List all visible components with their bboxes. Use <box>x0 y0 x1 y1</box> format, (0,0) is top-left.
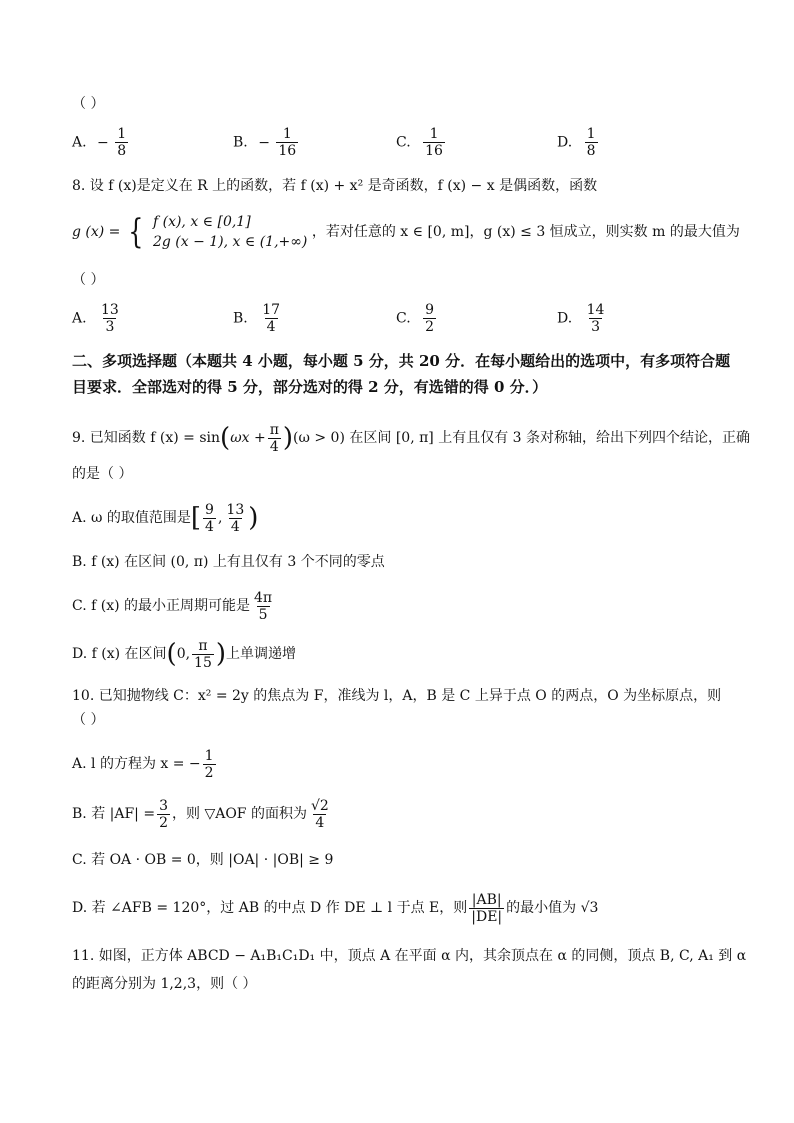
q10-stem-line1: 10. 已知抛物线 C：x² = 2y 的焦点为 F，准线为 l，A，B 是 C 上异于点 O 的两点，O 为坐标原点，则 <box>72 688 722 704</box>
option-label: C. <box>396 134 411 151</box>
option-text: ，则 ▽AOF 的面积为 <box>172 806 307 822</box>
q10-option-c: C. 若 OA · OB = 0，则 |OA| · |OB| ≥ 9 <box>72 852 334 868</box>
q11-stem-line1: 11. 如图，正方体 ABCD − A₁B₁C₁D₁ 中，顶点 A 在平面 α 内，其余顶点在 α 的同侧，顶点 B, C, A₁ 到 α <box>72 948 747 964</box>
q9-stem-line2: 的是（ ） <box>72 466 133 482</box>
section-heading: 二、多项选择题（本题共 4 小题，每小题 5 分，共 20 分．在每小题给出的选项中，有多项符合题目要求．全部选对的得 5 分，部分选对的得 2 分，有选错的得 0 分．） <box>72 352 731 396</box>
right-paren: ) <box>248 503 259 533</box>
fraction: $\frac{1}{16}$ <box>278 126 297 159</box>
q10-option-d <box>72 890 598 926</box>
case-2: 2g (x − 1), x ∈ (1,+∞) <box>152 234 308 250</box>
q8-option-c <box>396 302 438 335</box>
left-paren: ( <box>166 639 177 669</box>
q8-option-b <box>233 302 284 335</box>
fraction: $\frac{13}{4}$ <box>226 501 245 535</box>
q9-stem-line1 <box>72 420 750 456</box>
option-text: A. ω 的取值范围是 <box>72 510 191 526</box>
q8-stem-line2 <box>72 212 740 252</box>
option-label: D. <box>557 310 573 327</box>
option-text: C. f (x) 的最小正周期可能是 <box>72 598 251 614</box>
option-label: A. <box>72 134 87 151</box>
option-text: D. f (x) 在区间 <box>72 646 167 662</box>
option-text: B. 若 |AF| = <box>72 806 156 822</box>
piecewise-cases <box>153 212 307 252</box>
left-brace: { <box>128 212 144 252</box>
left-paren: ( <box>220 423 231 453</box>
option-label: A. <box>72 310 87 327</box>
minus-sign: − <box>258 134 270 151</box>
q10-paren: （ ） <box>72 712 105 728</box>
q7-paren: （ ） <box>72 96 105 112</box>
q9-option-c <box>72 588 276 624</box>
fraction: $\frac{\pi}{4}$ <box>269 421 279 455</box>
fraction: $\frac{1}{16}$ <box>425 126 443 159</box>
fraction: $\frac{1}{2}$ <box>204 747 214 781</box>
q8-option-d <box>557 302 608 335</box>
fraction: $\frac{|AB|}{|DE|}$ <box>471 891 503 925</box>
option-label: C. <box>396 310 411 327</box>
option-text: D. 若 ∠AFB = 120°，过 AB 的中点 D 作 DE ⊥ l 于点 E，则 <box>72 900 468 916</box>
q10-option-a <box>72 746 218 782</box>
option-label: B. <box>233 134 248 151</box>
option-text: 的最小值为 √3 <box>506 900 599 916</box>
fraction: $\frac{1}{8}$ <box>586 126 596 159</box>
fraction: $\frac{1}{8}$ <box>117 126 127 159</box>
fraction: $\frac{3}{2}$ <box>159 797 168 831</box>
fraction: $\frac{13}{3}$ <box>101 302 119 335</box>
q7-option-b <box>233 126 300 159</box>
q7-option-c <box>396 126 447 159</box>
q9-argument: ωx + <box>230 430 266 446</box>
option-text: A. l 的方程为 x = − <box>72 756 201 772</box>
q9-function: 9. 已知函数 f (x) = sin <box>72 430 221 446</box>
q10-option-b <box>72 796 333 832</box>
minus-sign: − <box>97 134 109 151</box>
case-1: f (x), x ∈ [0,1] <box>152 214 251 230</box>
fraction: $\frac{17}{4}$ <box>262 302 281 335</box>
fraction: $\frac{4\pi}{5}$ <box>254 589 273 623</box>
q9-option-b: B. f (x) 在区间 (0, π) 上有且仅有 3 个不同的零点 <box>72 554 385 570</box>
fraction: $\frac{9}{2}$ <box>425 302 435 335</box>
option-label: B. <box>233 310 248 327</box>
q9-option-a: A. ω 的取值范围是[ $\frac{9}{4}$ , $\frac{13}{4}$ ) <box>72 501 259 535</box>
right-paren: ) <box>282 423 294 453</box>
left-bracket: [ <box>190 503 202 533</box>
fraction: $\frac{14}{3}$ <box>586 302 605 335</box>
right-paren: ) <box>215 639 227 669</box>
q9-condition: (ω > 0) 在区间 [0, π] 上有且仅有 3 条对称轴，给出下列四个结论，正确 <box>293 430 751 446</box>
q8-stem-line1: 8. 设 f (x)是定义在 R 上的函数，若 f (x) + x² 是奇函数，f (x) − x 是偶函数，函数 <box>72 178 598 194</box>
option-label: D. <box>557 134 573 151</box>
fraction: $\frac{√2}{4}$ <box>310 797 329 831</box>
fraction: $\frac{\pi}{15}$ <box>194 637 212 671</box>
q8-paren: （ ） <box>72 272 105 288</box>
q7-option-d <box>557 126 600 159</box>
q7-option-a <box>72 126 130 159</box>
option-text: 上单调递增 <box>226 646 297 662</box>
g-definition: g (x) = <box>72 224 121 240</box>
q9-option-d: D. f (x) 在区间(0, $\frac{\pi}{15}$ )上单调递增 <box>72 637 297 671</box>
q8-option-a <box>72 302 123 335</box>
q11-stem-line2: 的距离分别为 1,2,3，则（ ） <box>72 976 257 992</box>
fraction: $\frac{9}{4}$ <box>205 501 214 535</box>
q8-condition: ，若对任意的 x ∈ [0, m]，g (x) ≤ 3 恒成立，则实数 m 的最大值为 <box>311 224 740 240</box>
